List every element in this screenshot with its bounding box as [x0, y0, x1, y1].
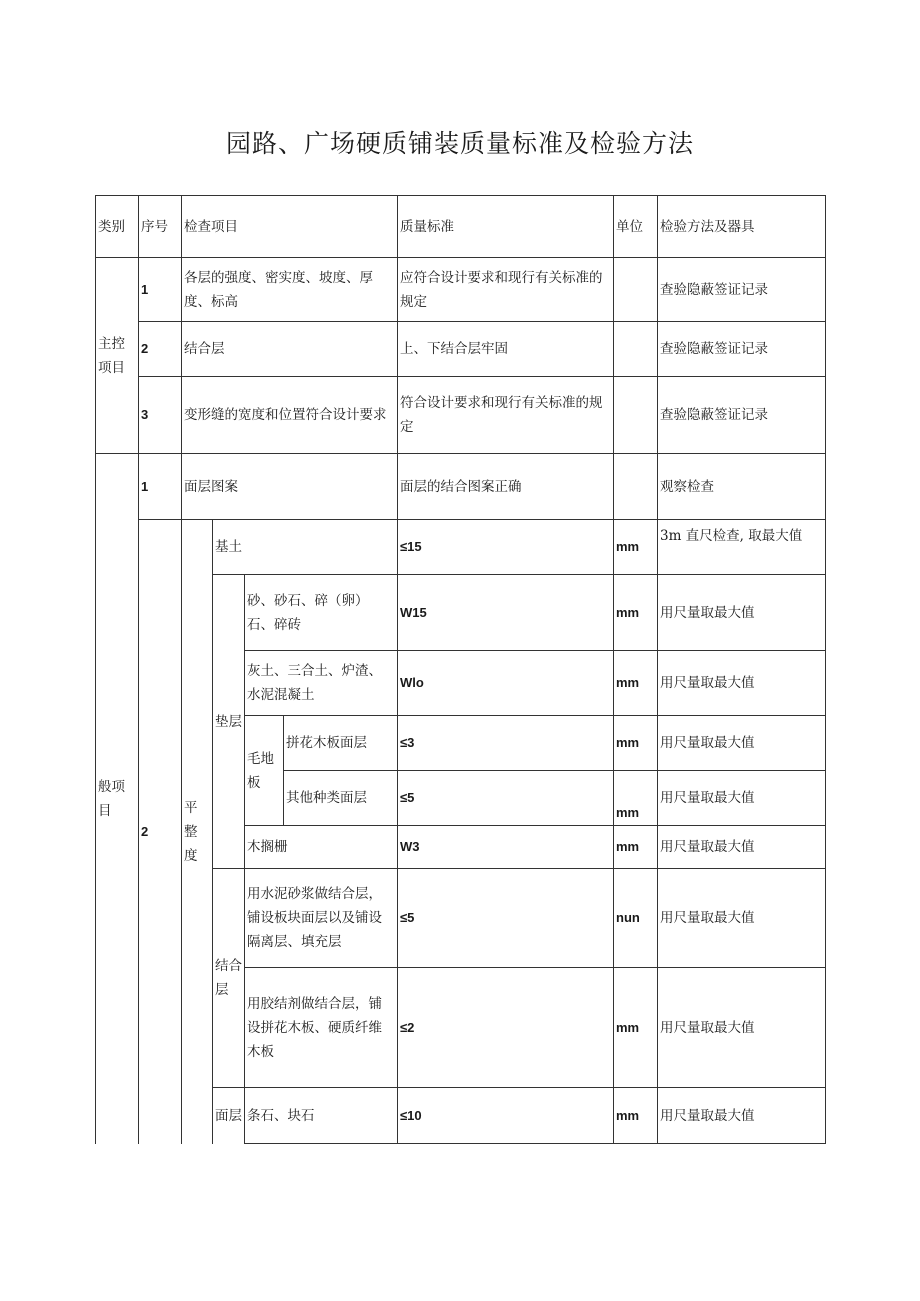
bonding-label: 结合层 [213, 869, 245, 1088]
cushion-label: 垫层 [213, 575, 245, 869]
row-standard: ≤5 [398, 771, 614, 826]
header-unit: 单位 [614, 196, 658, 258]
row-item: 各层的强度、密实度、坡度、厚度、标高 [182, 258, 398, 322]
row-item: 基土 [213, 520, 398, 575]
row-method: 用尺量取最大值 [658, 826, 826, 869]
row-method: 3m 直尺检查, 取最大值 [658, 520, 826, 575]
header-seq: 序号 [139, 196, 182, 258]
row-item: 结合层 [182, 322, 398, 377]
row-item: 条石、块石 [245, 1088, 398, 1144]
row-item: 用胶结剂做结合层，铺设拼花木板、硬质纤维木板 [245, 968, 398, 1088]
row-unit: mm [614, 826, 658, 869]
row-standard: Wlo [398, 651, 614, 716]
row-item: 灰土、三合土、炉渣、水泥混凝土 [245, 651, 398, 716]
row-method: 用尺量取最大值 [658, 1088, 826, 1144]
row-unit: mm [614, 651, 658, 716]
quality-standards-table [95, 195, 826, 1144]
row-unit [614, 258, 658, 322]
row-item: 面层图案 [182, 454, 398, 520]
row-method: 查验隐蔽签证记录 [658, 322, 826, 377]
row-seq: 2 [139, 520, 182, 1144]
row-item: 拼花木板面层 [284, 716, 398, 771]
header-category: 类别 [96, 196, 139, 258]
row-seq: 3 [139, 377, 182, 454]
row-method: 用尺量取最大值 [658, 716, 826, 771]
header-item: 检查项目 [182, 196, 398, 258]
row-item: 木搁栅 [245, 826, 398, 869]
row-method: 用尺量取最大值 [658, 575, 826, 651]
row-method: 观察检查 [658, 454, 826, 520]
row-item: 砂、砂石、碎（卵）石、碎砖 [245, 575, 398, 651]
row-standard: 面层的结合图案正确 [398, 454, 614, 520]
header-row [96, 196, 826, 258]
row-item: 用水泥砂浆做结合层，铺设板块面层以及铺设隔离层、填充层 [245, 869, 398, 968]
row-method: 用尺量取最大值 [658, 869, 826, 968]
row-standard: ≤5 [398, 869, 614, 968]
page-title: 园路、广场硬质铺装质量标准及检验方法 [225, 129, 694, 158]
row-method: 查验隐蔽签证记录 [658, 377, 826, 454]
table-row [96, 377, 826, 454]
header-standard: 质量标准 [398, 196, 614, 258]
general-label: 般项目 [96, 454, 139, 1144]
row-unit [614, 377, 658, 454]
main-control-label: 主控项目 [96, 258, 139, 454]
row-method: 用尺量取最大值 [658, 771, 826, 826]
row-unit: mm [614, 716, 658, 771]
row-unit [614, 454, 658, 520]
row-standard: W15 [398, 575, 614, 651]
row-seq: 2 [139, 322, 182, 377]
table-row [96, 520, 826, 575]
row-standard: ≤15 [398, 520, 614, 575]
row-standard: ≤3 [398, 716, 614, 771]
row-item: 其他种类面层 [284, 771, 398, 826]
flatness-label: 平整度 [182, 520, 213, 1144]
row-standard: W3 [398, 826, 614, 869]
row-standard: ≤10 [398, 1088, 614, 1144]
surface-label: 面层 [213, 1088, 245, 1144]
row-item: 变形缝的宽度和位置符合设计要求 [182, 377, 398, 454]
row-seq: 1 [139, 454, 182, 520]
row-method: 用尺量取最大值 [658, 968, 826, 1088]
table-row [96, 454, 826, 520]
row-seq: 1 [139, 258, 182, 322]
row-method: 用尺量取最大值 [658, 651, 826, 716]
row-method: 查验隐蔽签证记录 [658, 258, 826, 322]
row-unit: mm [614, 771, 658, 826]
rough-floor-label: 毛地板 [245, 716, 284, 826]
row-standard: 上、下结合层牢固 [398, 322, 614, 377]
row-unit: nun [614, 869, 658, 968]
table-row [96, 258, 826, 322]
row-standard: 符合设计要求和现行有关标准的规定 [398, 377, 614, 454]
row-unit: mm [614, 575, 658, 651]
row-unit [614, 322, 658, 377]
row-standard: ≤2 [398, 968, 614, 1088]
row-unit: mm [614, 968, 658, 1088]
header-method: 检验方法及器具 [658, 196, 826, 258]
row-standard: 应符合设计要求和现行有关标准的规定 [398, 258, 614, 322]
row-unit: mm [614, 520, 658, 575]
row-unit: mm [614, 1088, 658, 1144]
table-row [96, 322, 826, 377]
